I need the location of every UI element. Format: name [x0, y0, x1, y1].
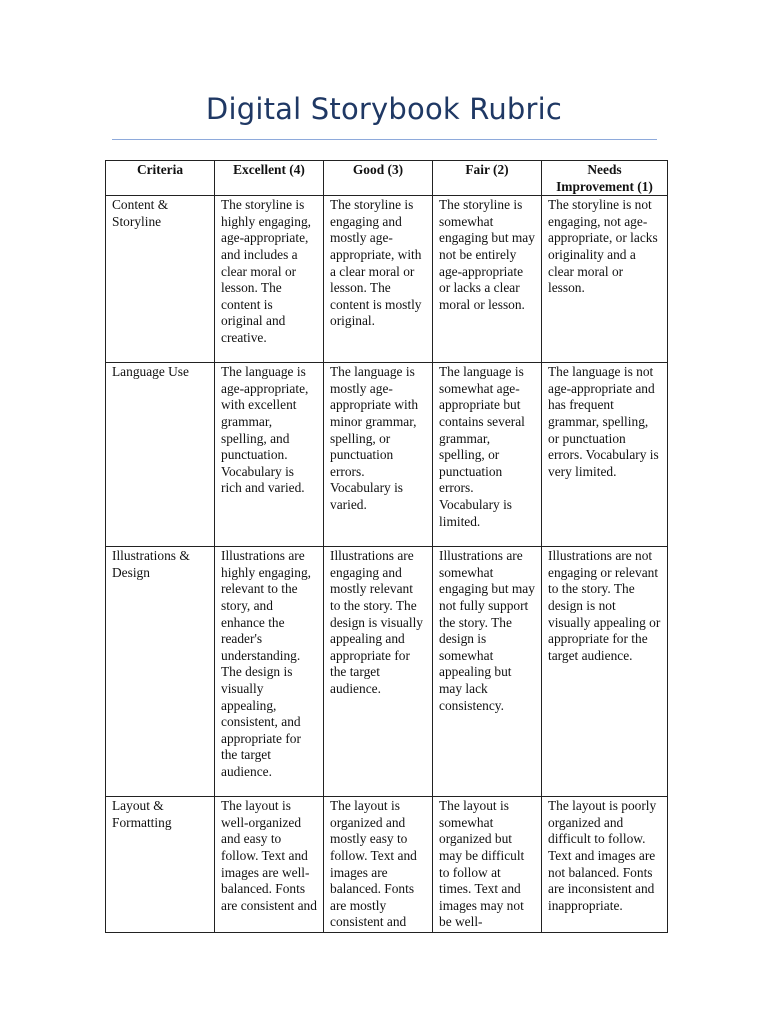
excellent-text: The layout is well-organized and easy to follow. Text and images are well-balanced. Fonts are consistent and: [221, 798, 317, 913]
criteria-cell: Language Use: [106, 363, 215, 547]
good-cell: Illustrations are engaging and mostly relevant to the story. The design is visually appealing and appropriate for the target audience.: [324, 547, 433, 797]
header-criteria: Criteria: [106, 161, 215, 196]
header-excellent: Excellent (4): [215, 161, 324, 196]
needs-improvement-cell: The language is not age-appropriate and has frequent grammar, spelling, or punctuation errors. Vocabulary is very limited.: [542, 363, 668, 547]
title-underline: [112, 139, 657, 140]
fair-cell: [433, 797, 542, 933]
fair-cell: Illustrations are somewhat engaging but may not fully support the story. The design is somewhat appealing but may lack consistency.: [433, 547, 542, 797]
fair-cell: The language is somewhat age-appropriate but contains several grammar, spelling, or punctuation errors. Vocabulary is limited.: [433, 363, 542, 547]
criteria-cell: Content & Storyline: [106, 196, 215, 363]
excellent-cell: The storyline is highly engaging, age-appropriate, and includes a clear moral or lesson. The content is original and creative.: [215, 196, 324, 363]
table-row: [106, 547, 668, 797]
criteria-text: Layout & Formatting: [112, 798, 172, 830]
table-row: [106, 196, 668, 363]
table-row: [106, 797, 668, 933]
good-cell: [324, 797, 433, 933]
table-row: [106, 363, 668, 547]
excellent-cell: The language is age-appropriate, with excellent grammar, spelling, and punctuation. Vocabulary is rich and varied.: [215, 363, 324, 547]
good-text: The layout is organized and mostly easy to follow. Text and images are balanced. Fonts are mostly consistent and: [330, 798, 417, 930]
criteria-cell: Illustrations & Design: [106, 547, 215, 797]
header-needs-improvement: Needs Improvement (1): [542, 161, 668, 196]
needs-improvement-cell: The storyline is not engaging, not age-appropriate, or lacks originality and a clear moral or lesson.: [542, 196, 668, 363]
needs-improvement-text: The layout is poorly organized and difficult to follow. Text and images are not balanced. Fonts are inconsistent and inappropriate.: [548, 798, 657, 913]
rubric-table: [105, 160, 668, 933]
table-header-row: [106, 161, 668, 196]
needs-improvement-cell: [542, 797, 668, 933]
header-good: Good (3): [324, 161, 433, 196]
excellent-cell: [215, 797, 324, 933]
good-cell: The language is mostly age-appropriate with minor grammar, spelling, or punctuation errors. Vocabulary is varied.: [324, 363, 433, 547]
fair-text: The layout is somewhat organized but may be difficult to follow at times. Text and images may not be well-: [439, 798, 525, 930]
needs-improvement-cell: Illustrations are not engaging or relevant to the story. The design is not visually appealing or appropriate for the target audience.: [542, 547, 668, 797]
header-fair: Fair (2): [433, 161, 542, 196]
fair-cell: The storyline is somewhat engaging but may not be entirely age-appropriate or lacks a clear moral or lesson.: [433, 196, 542, 363]
excellent-cell: Illustrations are highly engaging, relevant to the story, and enhance the reader's understanding. The design is visually appealing, consistent, and appropriate for the target audience.: [215, 547, 324, 797]
good-cell: The storyline is engaging and mostly age-appropriate, with a clear moral or lesson. The content is mostly original.: [324, 196, 433, 363]
page-title: Digital Storybook Rubric: [205, 92, 563, 126]
criteria-cell: [106, 797, 215, 933]
